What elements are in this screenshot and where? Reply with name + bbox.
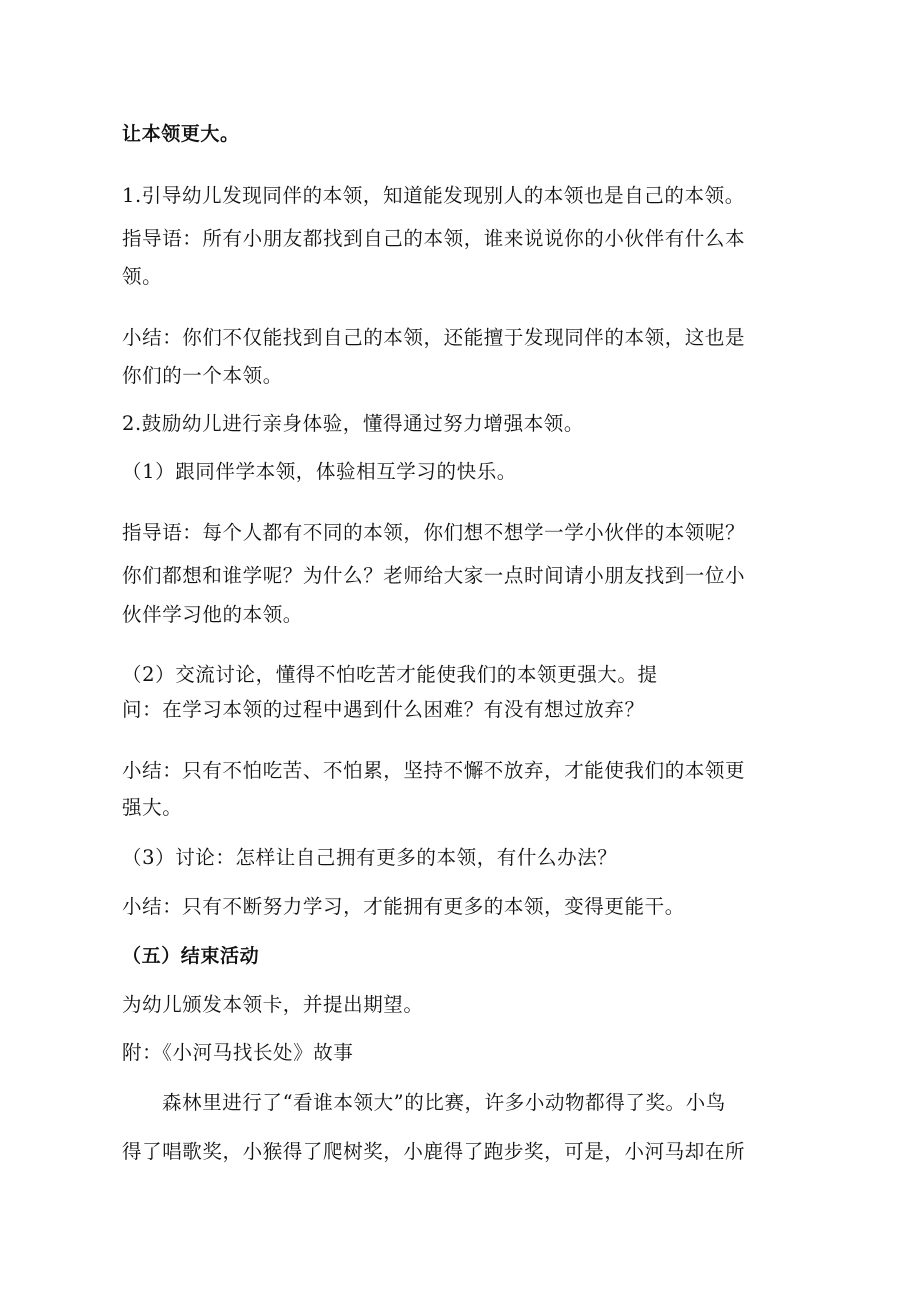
paragraph-line: 你们的一个本领。 xyxy=(122,364,283,387)
paragraph-line: 强大。 xyxy=(122,796,183,819)
paragraph-line: （1）跟同伴学本领，体验相互学习的快乐。 xyxy=(122,460,517,483)
paragraph-line: 问：在学习本领的过程中遇到什么困难？有没有想过放弃？ xyxy=(122,698,645,721)
paragraph-line: 1.引导幼儿发现同伴的本领，知道能发现别人的本领也是自己的本领。 xyxy=(122,184,745,207)
paragraph-line: 小结：只有不怕吃苦、不怕累，坚持不懈不放弃，才能使我们的本领更 xyxy=(122,759,746,782)
story-paragraph-line: 得了唱歌奖，小猴得了爬树奖，小鹿得了跑步奖，可是，小河马却在所 xyxy=(122,1140,746,1163)
paragraph-line: 小结：只有不断努力学习，才能拥有更多的本领，变得更能干。 xyxy=(122,895,685,918)
paragraph-line: 指导语：所有小朋友都找到自己的本领，谁来说说你的小伙伴有什么本 xyxy=(122,227,746,250)
paragraph-line: （2）交流讨论，懂得不怕吃苦才能使我们的本领更强大。提 xyxy=(122,663,658,686)
paragraph-line: 附：《小河马找长处》故事 xyxy=(122,1041,354,1064)
paragraph-line: 2.鼓励幼儿进行亲身体验，懂得通过努力增强本领。 xyxy=(122,412,585,435)
section-heading: 让本领更大。 xyxy=(122,123,240,145)
story-paragraph-line: 森林里进行了“看谁本领大”的比赛，许多小动物都得了奖。小鸟 xyxy=(162,1091,726,1114)
paragraph-line: 为幼儿颁发本领卡，并提出期望。 xyxy=(122,993,424,1016)
section-heading: （五）结束活动 xyxy=(122,945,260,967)
paragraph-line: 领。 xyxy=(122,265,163,288)
paragraph-line: 指导语：每个人都有不同的本领，你们想不想学一学小伙伴的本领呢？ xyxy=(122,521,746,544)
paragraph-line: 你们都想和谁学呢？为什么？老师给大家一点时间请小朋友找到一位小 xyxy=(122,564,746,587)
paragraph-line: 伙伴学习他的本领。 xyxy=(122,603,303,626)
paragraph-line: 小结：你们不仅能找到自己的本领，还能擅于发现同伴的本领，这也是 xyxy=(122,326,746,349)
paragraph-line: （3）讨论：怎样让自己拥有更多的本领，有什么办法？ xyxy=(122,846,618,869)
